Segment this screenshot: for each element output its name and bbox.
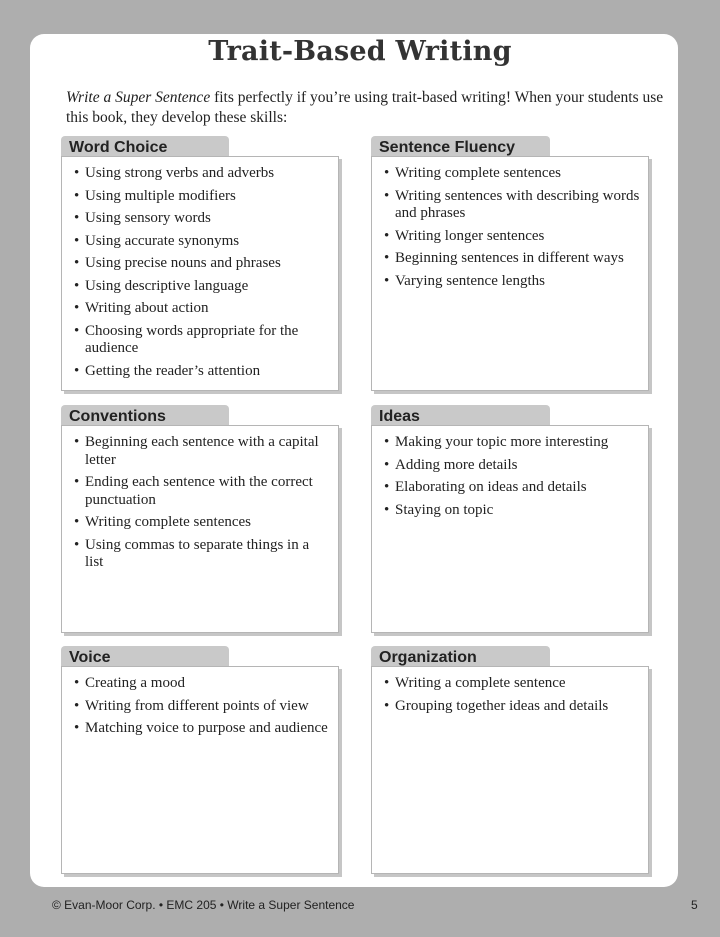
section-box — [371, 156, 649, 391]
list-item: • Making your topic more interesting — [384, 434, 640, 452]
list-item: • Using strong verbs and adverbs — [74, 165, 330, 183]
list-item: • Writing sentences with describing words and phrases — [384, 188, 640, 223]
list-item: • Choosing words appropriate for the audience — [74, 323, 330, 358]
section-heading: Voice — [61, 646, 229, 668]
list-item: • Using precise nouns and phrases — [74, 255, 330, 273]
list-item: • Beginning each sentence with a capital letter — [74, 434, 330, 469]
list-item: • Writing complete sentences — [384, 165, 640, 183]
list-item: • Using sensory words — [74, 210, 330, 228]
skill-list — [372, 426, 648, 519]
skill-list — [62, 157, 338, 380]
section-heading: Organization — [371, 646, 550, 668]
list-item: • Writing a complete sentence — [384, 675, 640, 693]
list-item: • Elaborating on ideas and details — [384, 479, 640, 497]
intro-text: fits perfectly if you’re using trait-based writing! When your students use this book, they develop these skills: — [66, 89, 664, 126]
list-item: • Using commas to separate things in a list — [74, 537, 330, 572]
list-item: • Writing about action — [74, 300, 330, 318]
page-title: Trait-Based Writing — [208, 36, 512, 67]
list-item: • Varying sentence lengths — [384, 273, 640, 291]
list-item: • Ending each sentence with the correct punctuation — [74, 474, 330, 509]
list-item: • Using multiple modifiers — [74, 188, 330, 206]
section-heading: Conventions — [61, 405, 229, 427]
list-item: • Adding more details — [384, 457, 640, 475]
list-item: • Getting the reader’s attention — [74, 363, 330, 381]
list-item: • Using descriptive language — [74, 278, 330, 296]
section-box — [61, 666, 339, 874]
list-item: • Grouping together ideas and details — [384, 698, 640, 716]
list-item: • Beginning sentences in different ways — [384, 250, 640, 268]
skill-list — [62, 667, 338, 738]
section-heading: Sentence Fluency — [371, 136, 550, 158]
section-box — [61, 156, 339, 391]
list-item: • Creating a mood — [74, 675, 330, 693]
skill-list — [62, 426, 338, 572]
book-title-italic: Write a Super Sentence — [66, 89, 211, 106]
section-heading: Ideas — [371, 405, 550, 427]
section-box — [371, 425, 649, 633]
list-item: • Writing from different points of view — [74, 698, 330, 716]
section-box — [61, 425, 339, 633]
skill-list — [372, 667, 648, 715]
list-item: • Using accurate synonyms — [74, 233, 330, 251]
page-number: 5 — [691, 898, 698, 912]
list-item: • Writing longer sentences — [384, 228, 640, 246]
section-heading: Word Choice — [61, 136, 229, 158]
intro-paragraph — [66, 88, 666, 128]
footer-credit: © Evan-Moor Corp. • EMC 205 • Write a Super Sentence — [52, 898, 355, 912]
skill-list — [372, 157, 648, 290]
list-item: • Writing complete sentences — [74, 514, 330, 532]
list-item: • Matching voice to purpose and audience — [74, 720, 330, 738]
list-item: • Staying on topic — [384, 502, 640, 520]
section-box — [371, 666, 649, 874]
